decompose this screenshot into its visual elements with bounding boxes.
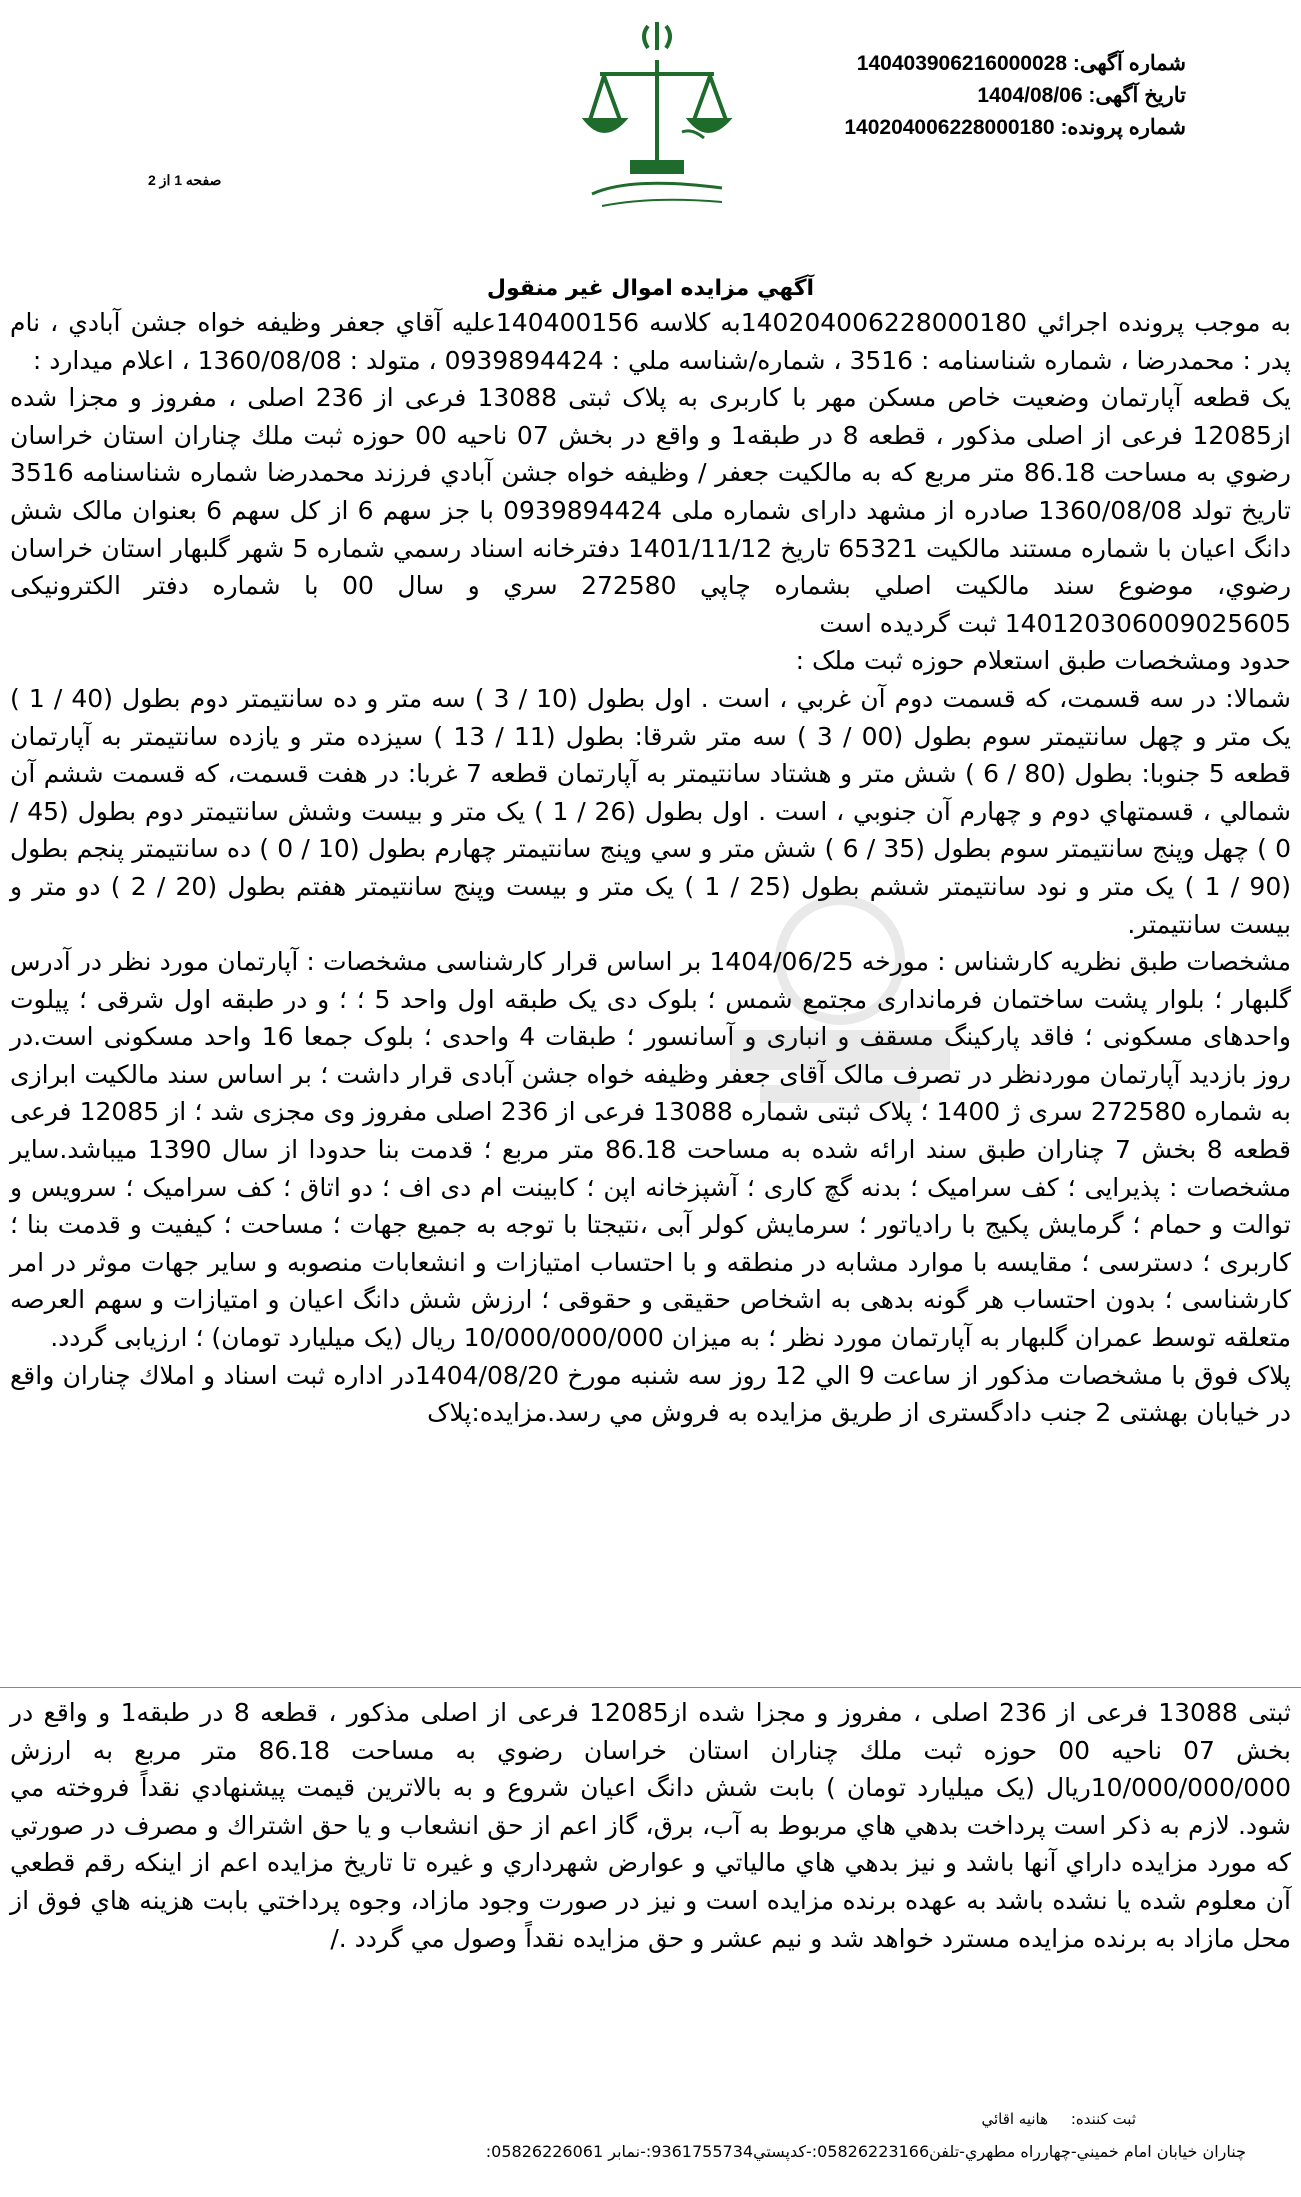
registrar-line [981,2110,1136,2128]
page-indicator: صفحه 1 از 2 [148,172,222,188]
notice-meta [844,48,1186,144]
paragraph-expert-opinion: مشخصات طبق نظریه کارشناس : مورخه 1404/06/25 بر اساس قرار کارشناسی مشخصات : آپارتمان مورد نظر در آدرس گلبهار ؛ بلوار پشت ساختمان فرمانداری مجتمع شمس ؛ بلوک دی یک طبقه اول واحد 5 ؛ ؛ و در طبقه اول شرقی ؛ پیلوت واحدهای مسکونی ؛ فاقد پارکینگ مسقف و انباری و آسانسور ؛ طبقات 4 واحدی ؛ بلوک جمعا 16 واحد مسکونی است.در روز بازدید آپارتمان موردنظر در تصرف مالک آقای جعفر وظیفه خواه جشن آبادی قرار داشت ؛ بر اساس سند مالکیت ابرازی به شماره 272580 سری ژ 1400 ؛ پلاک ثبتی شماره 13088 فرعی از 236 اصلی مفروز وی مجزی شد ؛ از 12085 فرعی قطعه 8 بخش 7 چناران طبق سند ارائه شده به مساحت 86.18 متر مربع ؛ قدمت بنا حدودا از سال 1390 میباشد.سایر مشخصات : پذیرایی ؛ کف سرامیک ؛ بدنه گچ کاری ؛ آشپزخانه اپن ؛ کابینت ام دی اف ؛ دو اتاق ؛ کف سرامیک ؛ سرویس و توالت و حمام ؛ گرمایش پکیج با رادیاتور ؛ سرمایش کولر آبی ،نتیجتا با توجه به جمیع جهات ؛ مساحت ؛ کیفیت و قدمت بنا ؛ کاربری ؛ دسترسی ؛ مقایسه با موارد مشابه در منطقه و با احتساب امتیازات و انشعابات منصوبه و سایر جهات موثر در امر کارشناسی ؛ بدون احتساب هر گونه بدهی به اشخاص حقیقی و حقوقی ؛ ارزش شش دانگ اعیان و امتیازات و سهم العرصه متعلقه توسط عمران گلبهار به آپارتمان مورد نظر ؛ به میزان 10/000/000/000 ریال (یک میلیارد تومان) ؛ ارزیابی گردد. [10,947,1292,1353]
paragraph-boundaries-heading: حدود ومشخصات طبق استعلام حوزه ثبت ملک : [795,646,1291,676]
ad-number-label: شماره آگهی: [1072,52,1186,75]
registrar-name: هانيه اقائي [981,2110,1049,2128]
case-number: 140204006228000180 [844,116,1055,139]
judiciary-emblem-icon [562,12,752,212]
paragraph-boundaries: شمالا: در سه قسمت، كه قسمت دوم آن غربي ، است . اول بطول (10 / 3 ) سه متر و ده سانتيمتر دوم بطول (40 / 1 ) يک متر و چهل سانتيمتر سوم بطول (00 / 3 ) سه متر شرقا: بطول (11 / 13 ) سيزده متر و يازده سانتيمتر به آپارتمان قطعه 5 جنوبا: بطول (80 / 6 ) شش متر و هشتاد سانتيمتر به آپارتمان قطعه 7 غربا: در هفت قسمت، كه قسمت ششم آن شمالي ، قسمتهاي دوم و چهارم آن جنوبي ، است . اول بطول (26 / 1 ) يک متر و بيست وشش سانتيمتر دوم بطول (45 / 0 ) چهل وپنج سانتيمتر سوم بطول (35 / 6 ) شش متر و سي وپنج سانتيمتر چهارم بطول (10 / 0 ) ده سانتيمتر پنجم بطول (90 / 1 ) يک متر و نود سانتيمتر ششم بطول (25 / 1 ) يک متر و بيست وپنج سانتيمتر هفتم بطول (20 / 2 ) دو متر و بيست سانتيمتر. [10,683,1292,939]
notice-title: آگهي مزايده اموال غير منقول [486,276,815,301]
paragraph-auction-time: پلاک فوق با مشخصات مذكور از ساعت 9 الي 12 روز سه شنبه مورخ 1404/08/20در اداره ثبت اسناد و املاك چناران واقع در خیابان بهشتی 2 جنب دادگستری از طريق مزايده به فروش مي رسد.مزايده:پلاک [10,1360,1291,1428]
ad-date: 1404/08/06 [977,84,1083,107]
case-number-label: شماره پرونده: [1060,116,1186,139]
paragraph-auction-terms: ثبتی 13088 فرعی از 236 اصلی ، مفروز و مجزا شده از12085 فرعی از اصلی مذکور ، قطعه 8 در طبقه1 و واقع در بخش 07 ناحيه 00 حوزه ثبت ملك چناران استان خراسان رضوي به مساحت 86.18 متر مربع به ارزش 10/000/000/000ريال (یک میلیارد تومان ) بابت شش دانگ اعيان شروع و به بالاترين قيمت پيشنهادي نقداً فروخته مي شود. لازم به ذكر است پرداخت بدهي هاي مربوط به آب، برق، گاز اعم از حق انشعاب و يا حق اشتراك و مصرف در صورتي كه مورد مزايده داراي آنها باشد و نيز بدهي هاي مالياتي و عوارض شهرداري و غيره تا تاريخ مزايده اعم از اينكه رقم قطعي آن معلوم شده يا نشده باشد به عهده برنده مزايده است و نيز در صورت وجود مازاد، وجوه پرداختي بابت هزينه هاي فوق از محل مازاد به برنده مزايده مسترد خواهد شد و نيم عشر و حق مزايده نقداً وصول مي گردد ./ [10,1698,1292,1953]
paragraph-intro: به موجب پرونده اجرائي 140204006228000180به كلاسه 140400156عليه آقاي جعفر وظيفه خواه جشن آبادي ، نام پدر : محمدرضا ، شماره شناسنامه : 3516 ، شماره/شناسه ملي : 0939894424 ، متولد : 1360/08/08 ، اعلام ميدارد : [10,308,1291,375]
registrar-label: ثبت كننده: [1070,2110,1136,2128]
paragraph-property: يک قطعه آپارتمان وضعیت خاص مسکن مهر با کاربری به پلاک ثبتی 13088 فرعی از 236 اصلی ، مفروز و مجزا شده از12085 فرعی از اصلی مذکور ، قطعه 8 در طبقه1 و واقع در بخش 07 ناحيه 00 حوزه ثبت ملك چناران استان خراسان رضوي به مساحت 86.18 متر مربع كه به مالكيت جعفر / وظيفه خواه جشن آبادي فرزند محمدرضا شماره شناسنامه 3516 تاريخ تولد 1360/08/08 صادره از مشهد دارای شماره ملی 0939894424 با جز سهم 6 از كل سهم 6 بعنوان مالک شش دانگ اعيان با شماره مستند مالكيت 65321 تاريخ 1401/11/12 دفترخانه اسناد رسمي شماره 5 شهر گلبهار استان خراسان رضوي، موضوع سند مالكيت اصلي بشماره چاپي 272580 سري و سال 00 با شماره دفتر الکترونیکی 140120306009025605 ثبت گرديده است [10,383,1292,638]
office-address: چناران خيابان امام خميني-چهارراه مطهري-تلفن05826223166:-کدپستي9361755734:-نمابر 05826226061: [485,2142,1246,2161]
ad-number: 140403906216000028 [856,52,1068,75]
ad-date-label: تاریخ آگهی: [1088,84,1186,107]
notice-body [10,304,1291,1432]
ad-date-row [844,80,1186,112]
case-number-row [844,112,1186,144]
ad-number-row [844,48,1186,80]
page-divider [0,1687,1301,1688]
